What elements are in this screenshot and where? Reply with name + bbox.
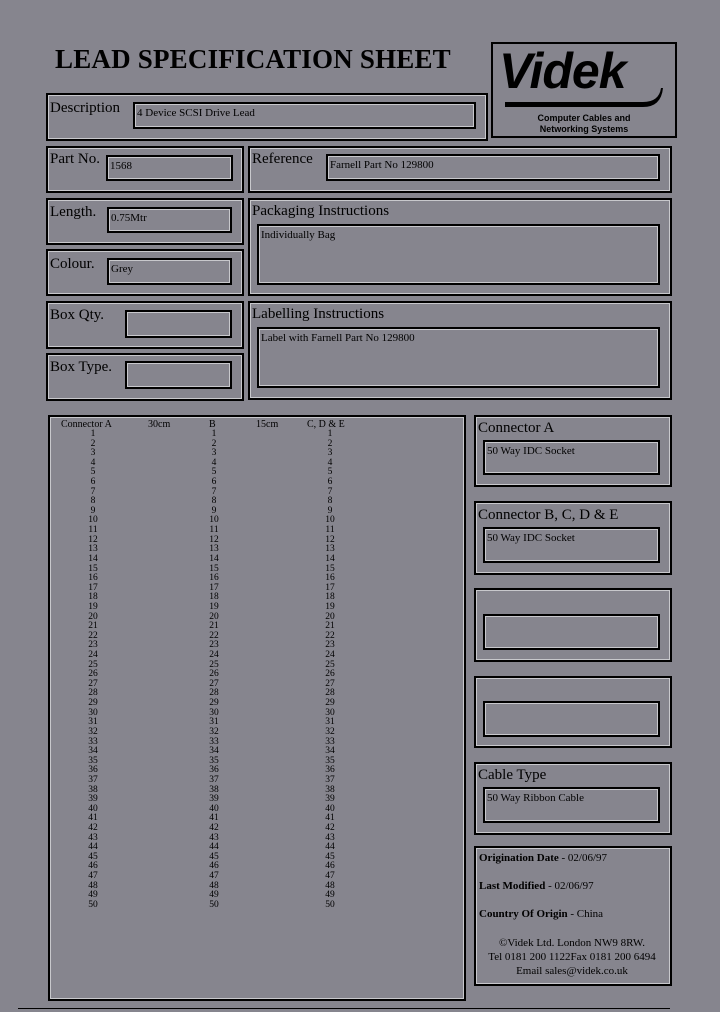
- pin-number: 29: [88, 698, 98, 709]
- pinout-head-b: B: [209, 419, 216, 430]
- pin-number: 40: [325, 803, 335, 814]
- pin-number: 45: [209, 851, 219, 862]
- pinout-head-cde: C, D & E: [307, 419, 345, 430]
- pin-number: 44: [88, 842, 98, 853]
- colour-field[interactable]: Grey: [107, 258, 232, 285]
- pin-number: 1: [90, 429, 96, 439]
- pin-number: 26: [325, 669, 335, 680]
- pin-number: 50: [325, 899, 335, 910]
- pin-number: 20: [325, 611, 335, 622]
- pin-number: 39: [325, 794, 335, 805]
- pin-number: 33: [88, 736, 98, 747]
- pin-number: 42: [325, 822, 335, 833]
- reference-field[interactable]: Farnell Part No 129800: [326, 154, 660, 181]
- pin-number: 7: [327, 486, 333, 497]
- pin-number: 25: [88, 659, 98, 670]
- pin-number: 32: [88, 726, 98, 737]
- logo-tagline-1: Computer Cables and: [537, 113, 631, 123]
- pin-number: 22: [325, 630, 335, 641]
- pin-number: 13: [325, 544, 335, 555]
- length-field[interactable]: 0.75Mtr: [107, 207, 232, 233]
- pinout-column-b: [199, 430, 229, 910]
- part-no-label: Part No.: [50, 151, 100, 167]
- reference-label: Reference: [252, 151, 313, 167]
- pin-number: 45: [88, 851, 98, 862]
- pin-number: 39: [88, 794, 98, 805]
- description-field[interactable]: 4 Device SCSI Drive Lead: [133, 102, 476, 129]
- pin-number: 14: [88, 553, 98, 564]
- pin-number: 2: [211, 438, 217, 449]
- pin-number: 41: [209, 813, 219, 824]
- pin-number: 26: [209, 669, 219, 680]
- pin-number: 2: [90, 438, 96, 449]
- pin-number: 13: [88, 544, 98, 555]
- pin-number: 9: [90, 505, 96, 516]
- pin-number: 43: [209, 832, 219, 843]
- pin-number: 24: [209, 650, 219, 661]
- pin-number: 22: [88, 630, 98, 641]
- pin-number: 20: [209, 611, 219, 622]
- pin-number: 27: [209, 678, 219, 689]
- pin-number: 32: [325, 726, 335, 737]
- pin-number: 1: [327, 429, 333, 439]
- pin-number: 19: [88, 601, 98, 612]
- pin-number: 8: [211, 496, 217, 507]
- pin-number: 16: [88, 573, 98, 584]
- pin-number: 6: [211, 477, 217, 488]
- pin-number: 9: [211, 505, 217, 516]
- connector-a-field[interactable]: 50 Way IDC Socket: [483, 440, 660, 475]
- pinout-column-cde: [315, 430, 345, 910]
- pin-number: 11: [88, 525, 98, 536]
- pin-number: 40: [209, 803, 219, 814]
- pin-number: 17: [325, 582, 335, 593]
- pin-number: 50: [209, 899, 219, 910]
- cable-type-label: Cable Type: [478, 767, 547, 783]
- pin-number: 36: [209, 765, 219, 776]
- pin-number: 47: [325, 871, 335, 882]
- box-qty-field[interactable]: [125, 310, 232, 338]
- footer-phone: Tel 0181 200 1122Fax 0181 200 6494: [488, 951, 656, 963]
- pin-number: 37: [209, 774, 219, 785]
- pin-number: 43: [88, 832, 98, 843]
- pin-number: 8: [327, 496, 333, 507]
- pin-number: 49: [209, 890, 219, 901]
- pin-number: 31: [325, 717, 335, 728]
- pin-number: 19: [325, 601, 335, 612]
- pin-number: 22: [209, 630, 219, 641]
- pin-number: 2: [327, 438, 333, 449]
- logo-tagline-2: Networking Systems: [539, 124, 629, 134]
- pin-number: 5: [90, 467, 96, 478]
- pin-number: 33: [325, 736, 335, 747]
- origination-value: - 02/06/97: [558, 852, 608, 864]
- pin-number: 41: [325, 813, 335, 824]
- origination-label: Origination Date: [479, 852, 559, 864]
- packaging-field[interactable]: Individually Bag: [257, 224, 660, 285]
- pin-number: 6: [327, 477, 333, 488]
- modified-label: Last Modified: [479, 880, 546, 892]
- pin-number: 1: [211, 429, 217, 439]
- labelling-field[interactable]: Label with Farnell Part No 129800: [257, 327, 660, 388]
- pin-number: 35: [325, 755, 335, 766]
- pin-number: 23: [209, 640, 219, 651]
- pin-number: 50: [88, 899, 98, 910]
- pin-number: 42: [209, 822, 219, 833]
- pin-number: 28: [325, 688, 335, 699]
- pin-number: 47: [88, 871, 98, 882]
- connector-bcde-field[interactable]: 50 Way IDC Socket: [483, 527, 660, 563]
- pin-number: 5: [327, 467, 333, 478]
- pin-number: 18: [88, 592, 98, 603]
- pinout-head-connector-a: Connector A: [61, 419, 112, 430]
- pin-number: 4: [90, 457, 96, 468]
- logo-swoosh-icon: [503, 86, 663, 108]
- modified-value: - 02/06/97: [545, 880, 594, 892]
- pin-number: 4: [211, 457, 217, 468]
- pinout-column-a: [78, 430, 108, 910]
- pin-number: 24: [325, 650, 335, 661]
- pinout-table: [48, 415, 466, 1001]
- pin-number: 14: [325, 553, 335, 564]
- pin-number: 13: [209, 544, 219, 555]
- pin-number: 37: [325, 774, 335, 785]
- length-label: Length.: [50, 204, 97, 220]
- pin-number: 11: [325, 525, 335, 536]
- videk-logo: [491, 42, 677, 138]
- pin-number: 29: [325, 698, 335, 709]
- pin-number: 3: [90, 448, 96, 459]
- pin-number: 38: [325, 784, 335, 795]
- pin-number: 44: [209, 842, 219, 853]
- pin-number: 38: [209, 784, 219, 795]
- pin-number: 36: [88, 765, 98, 776]
- pin-number: 46: [88, 861, 98, 872]
- pin-number: 12: [88, 534, 98, 545]
- pin-number: 27: [88, 678, 98, 689]
- pin-number: 12: [325, 534, 335, 545]
- pin-number: 35: [88, 755, 98, 766]
- pin-number: 7: [90, 486, 96, 497]
- pin-number: 34: [325, 746, 335, 757]
- pin-number: 44: [325, 842, 335, 853]
- pin-number: 23: [325, 640, 335, 651]
- footer-email: Email sales@videk.co.uk: [516, 965, 628, 977]
- pin-number: 15: [325, 563, 335, 574]
- pin-number: 24: [88, 650, 98, 661]
- pin-number: 17: [88, 582, 98, 593]
- connector-a-label: Connector A: [478, 420, 555, 436]
- pin-number: 27: [325, 678, 335, 689]
- origination-date: [479, 852, 607, 864]
- pin-number: 37: [88, 774, 98, 785]
- pin-number: 48: [325, 880, 335, 891]
- pin-number: 4: [327, 457, 333, 468]
- pin-number: 49: [88, 890, 98, 901]
- pin-number: 17: [209, 582, 219, 593]
- pin-number: 39: [209, 794, 219, 805]
- pin-number: 7: [211, 486, 217, 497]
- pin-number: 49: [325, 890, 335, 901]
- packaging-label: Packaging Instructions: [252, 203, 390, 219]
- pin-number: 47: [209, 871, 219, 882]
- connector-bcde-label: Connector B, C, D & E: [478, 507, 619, 523]
- pin-number: 42: [88, 822, 98, 833]
- pin-number: 25: [325, 659, 335, 670]
- extra-field-2[interactable]: [483, 701, 660, 737]
- footer-address: ©Videk Ltd. London NW9 8RW.: [498, 937, 645, 949]
- extra-field-1[interactable]: [483, 614, 660, 650]
- pin-number: 25: [209, 659, 219, 670]
- bottom-rule: [18, 1008, 670, 1009]
- pin-number: 34: [209, 746, 219, 757]
- pin-number: 12: [209, 534, 219, 545]
- origin-value: - China: [567, 908, 604, 920]
- pin-number: 28: [209, 688, 219, 699]
- origin-label: Country Of Origin: [479, 908, 568, 920]
- pin-number: 30: [209, 707, 219, 718]
- pin-number: 26: [88, 669, 98, 680]
- pin-number: 6: [90, 477, 96, 488]
- pinout-head-distance-1: 30cm: [148, 419, 171, 430]
- last-modified: [479, 880, 594, 892]
- pin-number: 10: [325, 515, 335, 526]
- pin-number: 46: [209, 861, 219, 872]
- pin-number: 10: [88, 515, 98, 526]
- pin-number: 11: [209, 525, 219, 536]
- pin-number: 48: [88, 880, 98, 891]
- pin-number: 29: [209, 698, 219, 709]
- colour-label: Colour.: [50, 256, 95, 272]
- pin-number: 30: [325, 707, 335, 718]
- pin-number: 31: [88, 717, 98, 728]
- cable-type-field[interactable]: 50 Way Ribbon Cable: [483, 787, 660, 823]
- box-qty-label: Box Qty.: [50, 307, 105, 323]
- pin-number: 16: [209, 573, 219, 584]
- pin-number: 31: [209, 717, 219, 728]
- pin-number: 23: [88, 640, 98, 651]
- pinout-head-distance-2: 15cm: [256, 419, 279, 430]
- pin-number: 10: [209, 515, 219, 526]
- pin-number: 21: [325, 621, 335, 632]
- pin-number: 18: [209, 592, 219, 603]
- pin-number: 15: [88, 563, 98, 574]
- pin-number: 28: [88, 688, 98, 699]
- pin-number: 18: [325, 592, 335, 603]
- pin-number: 33: [209, 736, 219, 747]
- pin-number: 19: [209, 601, 219, 612]
- pin-number: 40: [88, 803, 98, 814]
- box-type-label: Box Type.: [50, 359, 113, 375]
- pin-number: 21: [88, 621, 98, 632]
- description-label: Description: [50, 100, 120, 116]
- page-title: LEAD SPECIFICATION SHEET: [55, 44, 451, 74]
- pin-number: 46: [325, 861, 335, 872]
- pin-number: 34: [88, 746, 98, 757]
- pin-number: 9: [327, 505, 333, 516]
- pin-number: 35: [209, 755, 219, 766]
- country-of-origin: [479, 908, 603, 920]
- pin-number: 16: [325, 573, 335, 584]
- pin-number: 32: [209, 726, 219, 737]
- pin-number: 36: [325, 765, 335, 776]
- pin-number: 21: [209, 621, 219, 632]
- part-no-field[interactable]: 1568: [106, 155, 233, 181]
- logo-word: Videk: [499, 43, 626, 99]
- pin-number: 45: [325, 851, 335, 862]
- pin-number: 20: [88, 611, 98, 622]
- box-type-field[interactable]: [125, 361, 232, 389]
- pin-number: 3: [327, 448, 333, 459]
- pin-number: 38: [88, 784, 98, 795]
- pin-number: 5: [211, 467, 217, 478]
- pin-number: 8: [90, 496, 96, 507]
- pin-number: 48: [209, 880, 219, 891]
- pin-number: 43: [325, 832, 335, 843]
- pin-number: 15: [209, 563, 219, 574]
- pin-number: 30: [88, 707, 98, 718]
- labelling-label: Labelling Instructions: [252, 306, 385, 322]
- pin-number: 3: [211, 448, 217, 459]
- pin-number: 41: [88, 813, 98, 824]
- pin-number: 14: [209, 553, 219, 564]
